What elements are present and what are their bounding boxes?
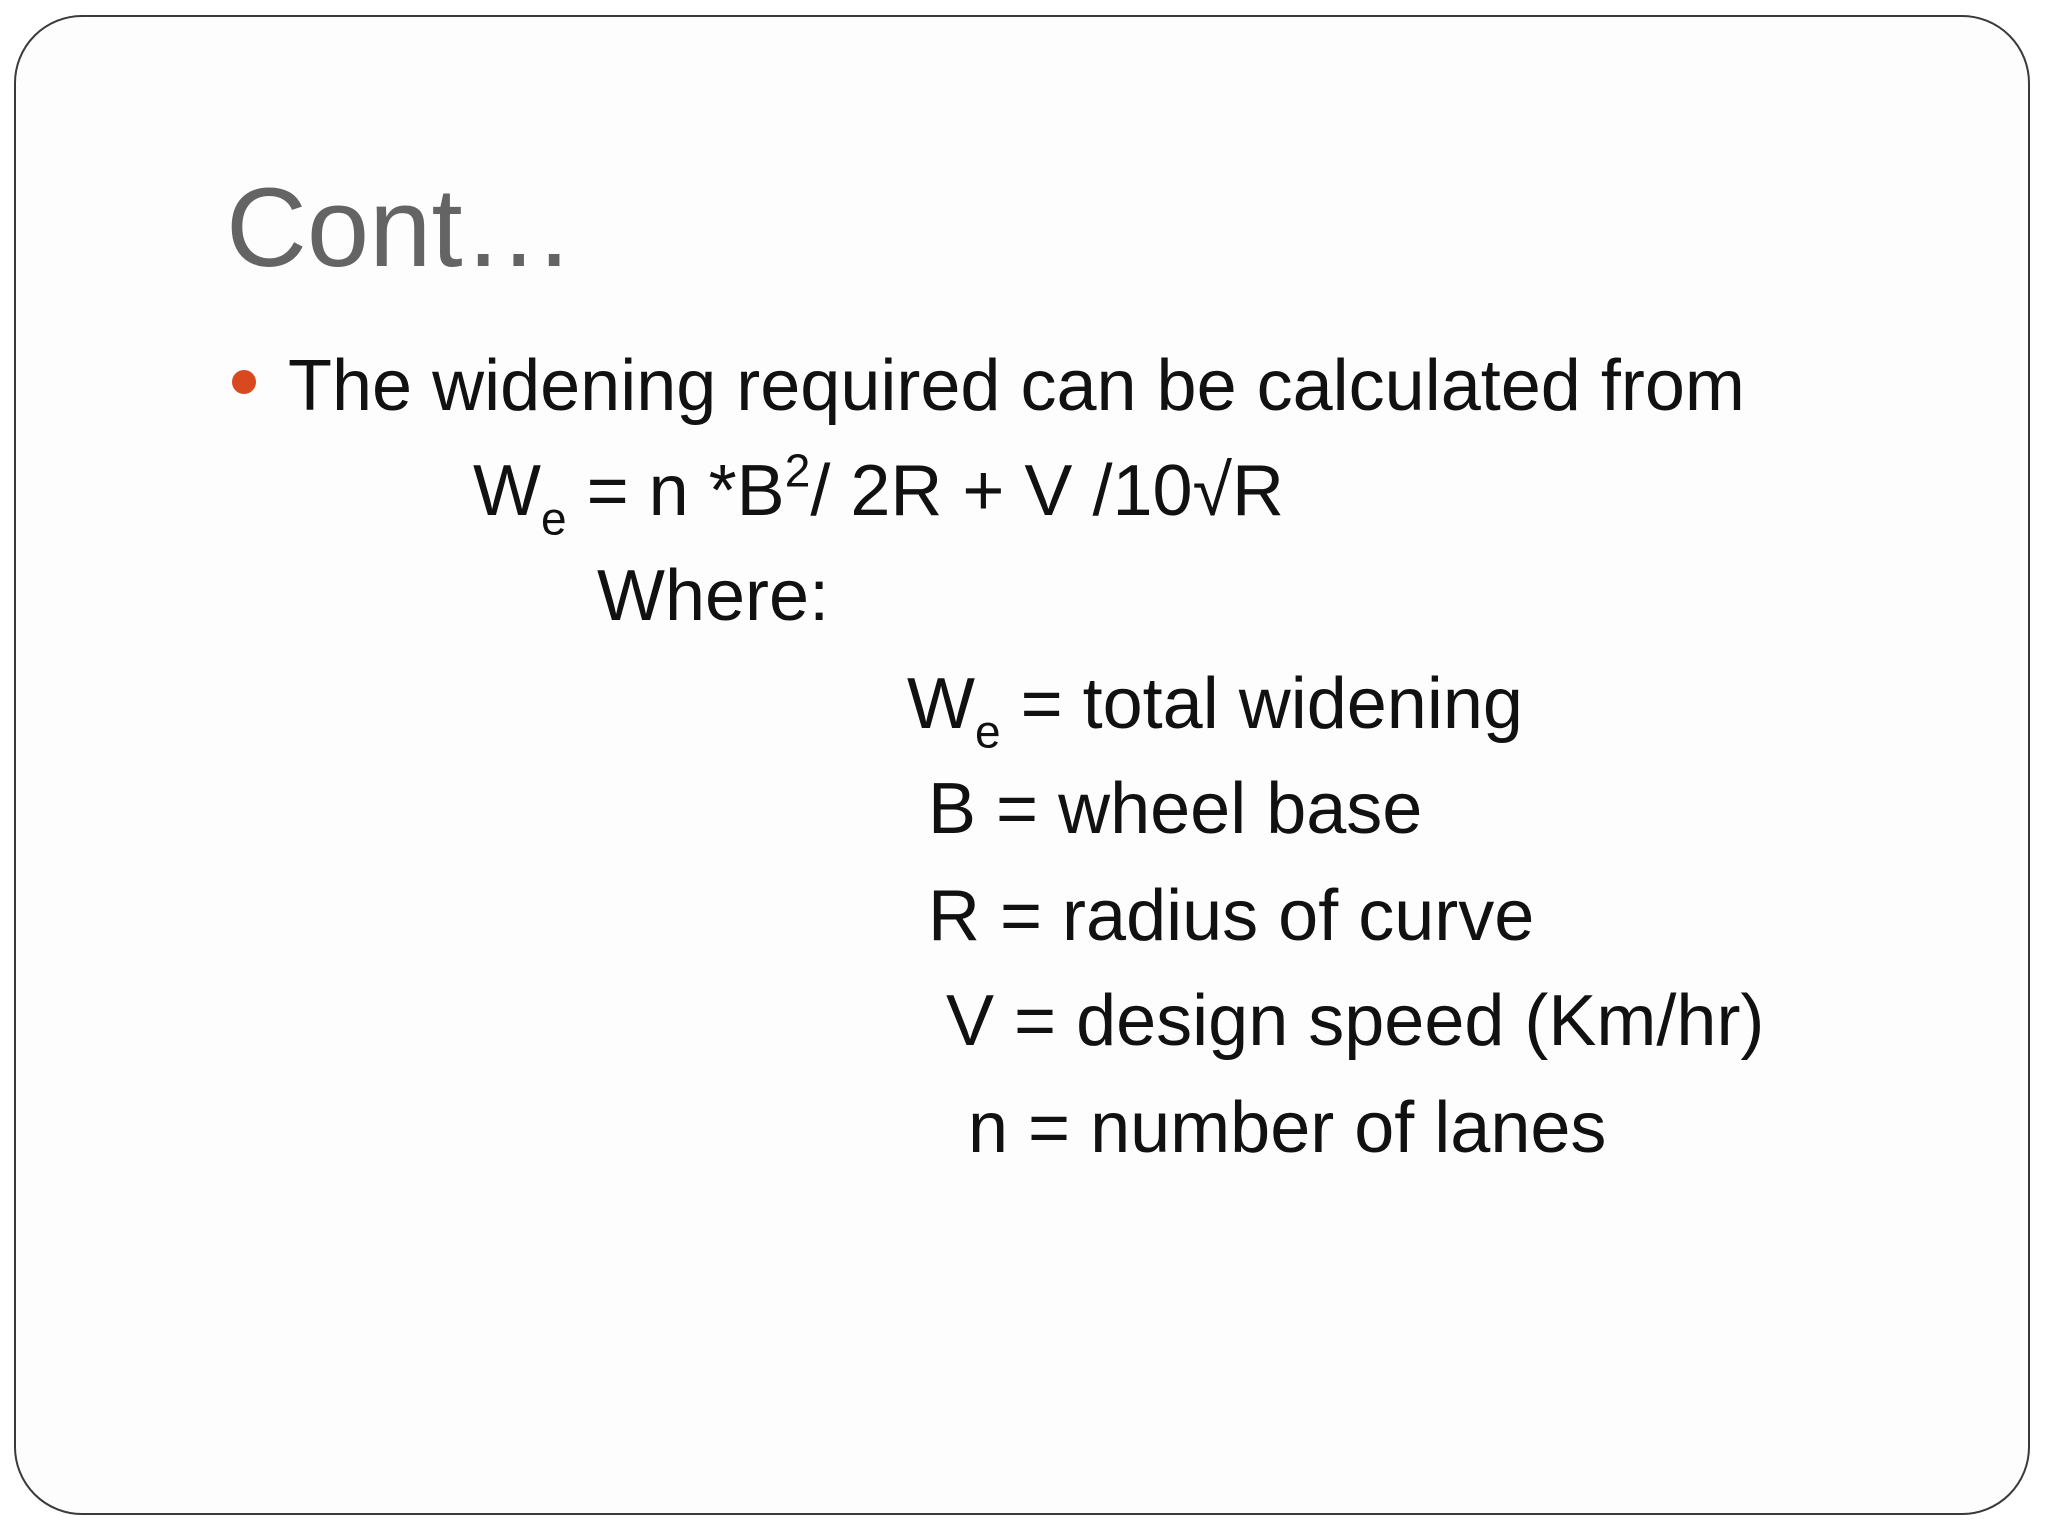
formula-exponent: 2 [784, 444, 811, 497]
definition-v: V = design speed (Km/hr) [946, 981, 1765, 1061]
definition-we-text: = total widening [1000, 664, 1523, 744]
definition-n: n = number of lanes [968, 1088, 1607, 1168]
formula-lhs-subscript: e [540, 492, 567, 545]
formula-rhs: / 2R + V /10√R [810, 451, 1285, 531]
definition-we-subscript: e [974, 705, 1001, 758]
definition-we-base: W [907, 664, 975, 744]
bullet-text: The widening required can be calculated from [288, 346, 1745, 426]
where-label: Where: [597, 556, 830, 636]
definition-we [907, 664, 1523, 758]
widening-formula [473, 444, 1285, 545]
slide-title: Cont… [226, 165, 575, 290]
definition-r: R = radius of curve [928, 876, 1535, 956]
bullet-dot-icon [232, 370, 256, 394]
definition-b: B = wheel base [928, 769, 1423, 849]
formula-middle: = n *B [566, 451, 785, 531]
formula-lhs-base: W [473, 451, 541, 531]
